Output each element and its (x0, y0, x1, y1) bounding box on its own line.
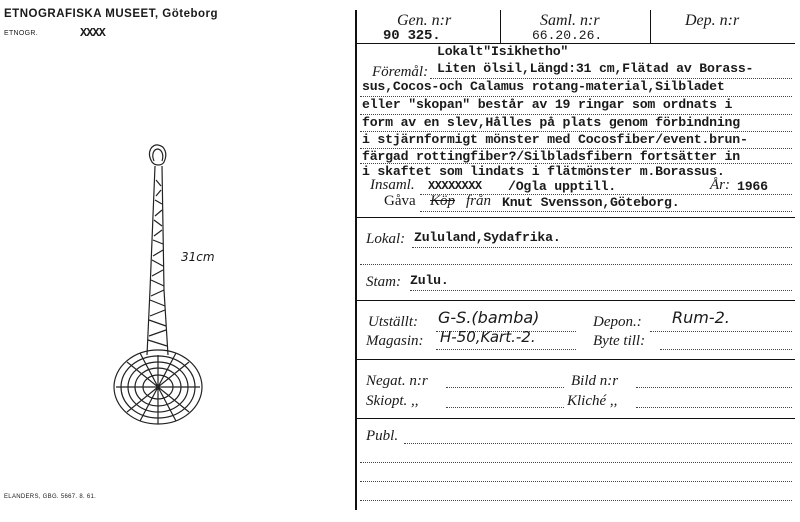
size-note: 31cm (181, 250, 215, 264)
gen-nr-value: 90 325. (383, 28, 441, 44)
foremal-line-6: färgad rottingfiber?/Silbladsfibern fortsätter in (362, 149, 740, 164)
publ-rule-1 (404, 443, 792, 444)
magasin-value: H-50,Kart.-2. (440, 328, 536, 346)
insaml-label: Insaml. (370, 177, 415, 193)
etnogr-value-struck: XXXX (80, 26, 105, 40)
foremal-rule-1 (430, 78, 792, 79)
section-rule-1 (357, 217, 795, 218)
section-rule-4 (357, 418, 795, 419)
foremal-rule-3 (360, 114, 792, 115)
lokal-value: Zululand,Sydafrika. (414, 230, 561, 245)
skiopt-label: Skiopt. ,, (366, 393, 419, 409)
dep-nr-label: Dep. n:r (685, 12, 740, 29)
gava-label: Gåva (384, 193, 416, 209)
foremal-line-3: eller "skopan" består av 19 ringar som ordnats i (362, 97, 733, 112)
section-rule-2 (357, 300, 795, 301)
foremal-line-5: i stjärnformigt mönster med Cocosfiber/event.brun- (362, 132, 748, 147)
foremal-label: Föremål: (372, 64, 429, 80)
byte-rule (660, 349, 792, 350)
depon-rule (650, 331, 792, 332)
publ-rule-4 (360, 500, 792, 501)
fran-label: från (466, 193, 492, 209)
foremal-line-7: i skaftet som lindats i flätmönster m.Borassus. (362, 164, 725, 179)
saml-nr-value: 66.20.26. (532, 28, 603, 43)
lokal-rule (412, 247, 792, 248)
gava-value: Knut Svensson,Göteborg. (502, 195, 680, 210)
ar-label: År: (710, 177, 730, 193)
header-divider-1 (500, 10, 501, 43)
foremal-line-1: Liten ölsil,Längd:31 cm,Flätad av Borass- (437, 61, 754, 76)
etnogr-label: ETNOGR. (4, 30, 38, 37)
depon-label: Depon.: (593, 314, 642, 330)
magasin-label: Magasin: (366, 333, 424, 349)
utstallt-value: G-S.(bamba) (438, 308, 540, 327)
depon-value: Rum-2. (672, 308, 730, 327)
printer-imprint: ELANDERS, GBG. 5667. 8. 61. (4, 494, 97, 500)
utstallt-label: Utställt: (368, 314, 419, 330)
foremal-rule-2 (360, 96, 792, 97)
stam-label: Stam: (366, 274, 401, 290)
insaml-struck: XXXXXXXX (428, 179, 482, 193)
section-rule-3 (357, 359, 795, 360)
foremal-rule-5 (360, 148, 792, 149)
saml-nr-label: Saml. n:r (540, 12, 600, 29)
kliche-rule (636, 407, 792, 408)
foremal-line-2: sus,Cocos-och Calamus rotang-material,Silbladet (362, 79, 725, 94)
publ-rule-2 (360, 462, 792, 463)
gava-rule (420, 211, 792, 212)
foremal-line-0: Lokalt"Isikhetho" (437, 44, 569, 59)
publ-rule-3 (360, 481, 792, 482)
stam-rule (410, 290, 792, 291)
foremal-rule-6 (360, 163, 792, 164)
byte-till-label: Byte till: (593, 333, 646, 349)
skiopt-rule (446, 407, 564, 408)
negat-rule (446, 387, 564, 388)
negat-label: Negat. n:r (366, 373, 428, 389)
stam-value: Zulu. (410, 273, 449, 288)
card-left-border (355, 10, 357, 510)
header-divider-2 (650, 10, 651, 43)
kliche-label: Kliché ,, (567, 393, 618, 409)
museum-title: ETNOGRAFISKA MUSEET, Göteborg (4, 8, 219, 20)
magasin-rule (436, 349, 576, 350)
publ-label: Publ. (366, 428, 399, 444)
foremal-line-4: form av en slev,Hålles på plats genom förbindning (362, 115, 740, 130)
bild-label: Bild n:r (571, 373, 619, 389)
ar-value: 1966 (737, 179, 768, 194)
lokal-rule-2 (360, 264, 792, 265)
insaml-value: /Ogla upptill. (508, 179, 616, 194)
bild-rule (636, 387, 792, 388)
gen-nr-label: Gen. n:r (397, 12, 452, 29)
lokal-label: Lokal: (366, 231, 406, 247)
ladle-strainer-drawing (100, 140, 240, 430)
foremal-rule-4 (360, 131, 792, 132)
kop-struck: Köp (430, 193, 456, 209)
